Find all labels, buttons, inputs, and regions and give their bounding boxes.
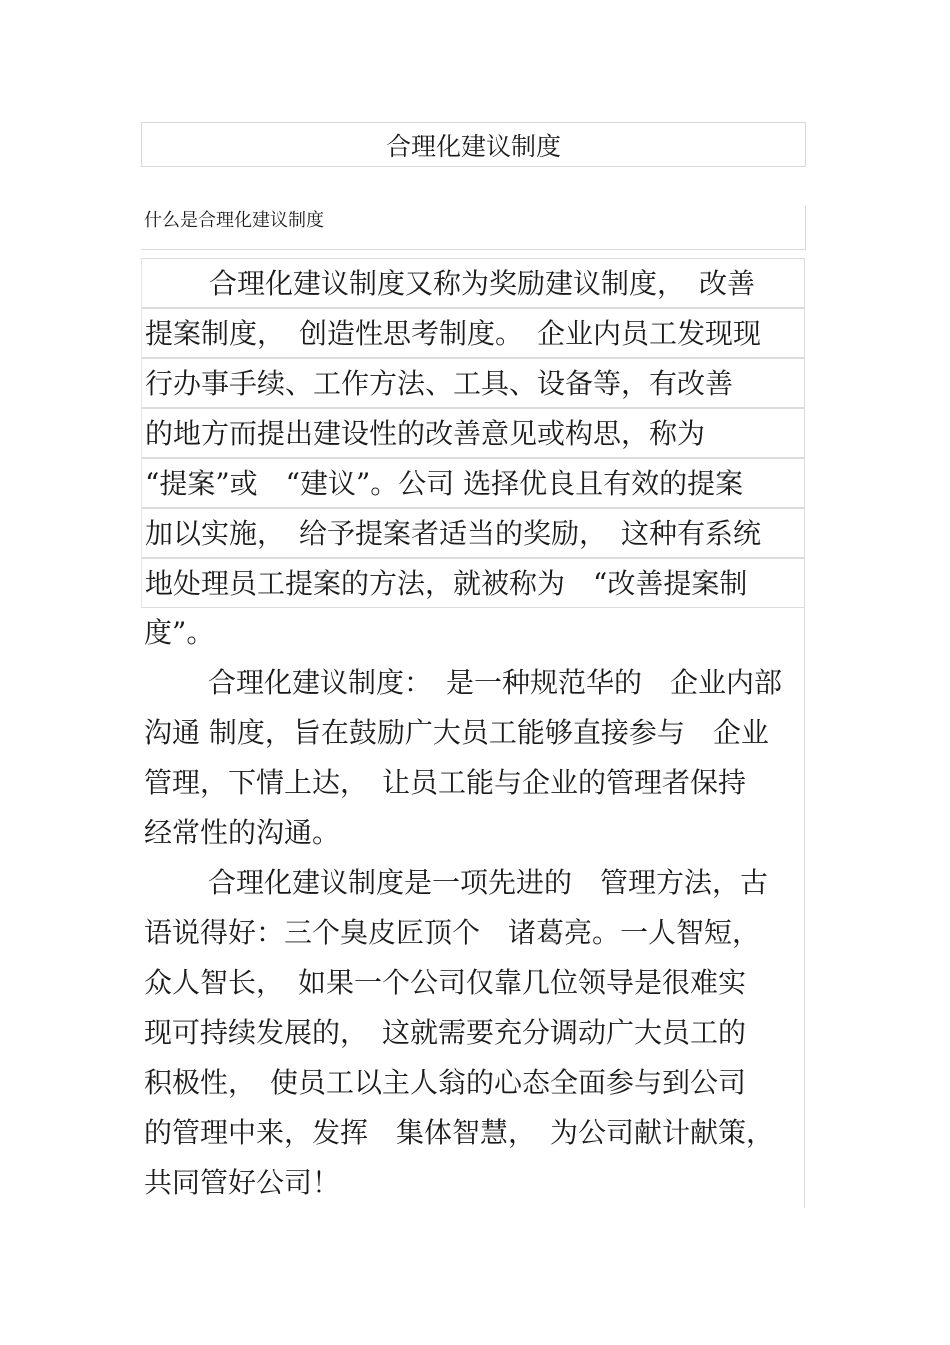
paragraph-line: 提案制度， 创造性思考制度。 企业内员工发现现 [141, 308, 805, 358]
paragraph-line: 的地方而提出建设性的改善意见或构思，称为 [141, 408, 805, 458]
paragraph-line: 众人智长， 如果一个公司仅靠几位领导是很难实 [141, 958, 805, 1008]
paragraph-line: 沟通 制度，旨在鼓励广大员工能够直接参与 企业 [141, 708, 805, 758]
paragraph-line: 合理化建议制度： 是一种规范华的 企业内部 [141, 658, 805, 708]
paragraph-line: 合理化建议制度是一项先进的 管理方法，古 [141, 858, 805, 908]
paragraph-line: 积极性， 使员工以主人翁的心态全面参与到公司 [141, 1058, 805, 1108]
paragraph-line: 的管理中来，发挥 集体智慧， 为公司献计献策， [141, 1108, 805, 1158]
paragraph-line: 地处理员工提案的方法，就被称为 “改善提案制 [141, 558, 805, 608]
paragraph-line: 现可持续发展的， 这就需要充分调动广大员工的 [141, 1008, 805, 1058]
paragraph-line: 语说得好：三个臭皮匠顶个 诸葛亮。一人智短， [141, 908, 805, 958]
paragraph-line: 共同管好公司！ [141, 1158, 805, 1208]
body-text [141, 258, 805, 1208]
paragraph-line: “提案”或 “建议”。公司 选择优良且有效的提案 [141, 458, 805, 508]
paragraph-line: 加以实施， 给予提案者适当的奖励， 这种有系统 [141, 508, 805, 558]
paragraph-line: 合理化建议制度又称为奖励建议制度， 改善 [141, 258, 805, 308]
section-heading: 什么是合理化建议制度 [141, 206, 806, 250]
document-title: 合理化建议制度 [141, 122, 806, 167]
paragraph-line: 行办事手续、工作方法、工具、设备等，有改善 [141, 358, 805, 408]
paragraph-line: 度”。 [141, 608, 805, 658]
paragraph-line: 经常性的沟通。 [141, 808, 805, 858]
paragraph-line: 管理，下情上达， 让员工能与企业的管理者保持 [141, 758, 805, 808]
